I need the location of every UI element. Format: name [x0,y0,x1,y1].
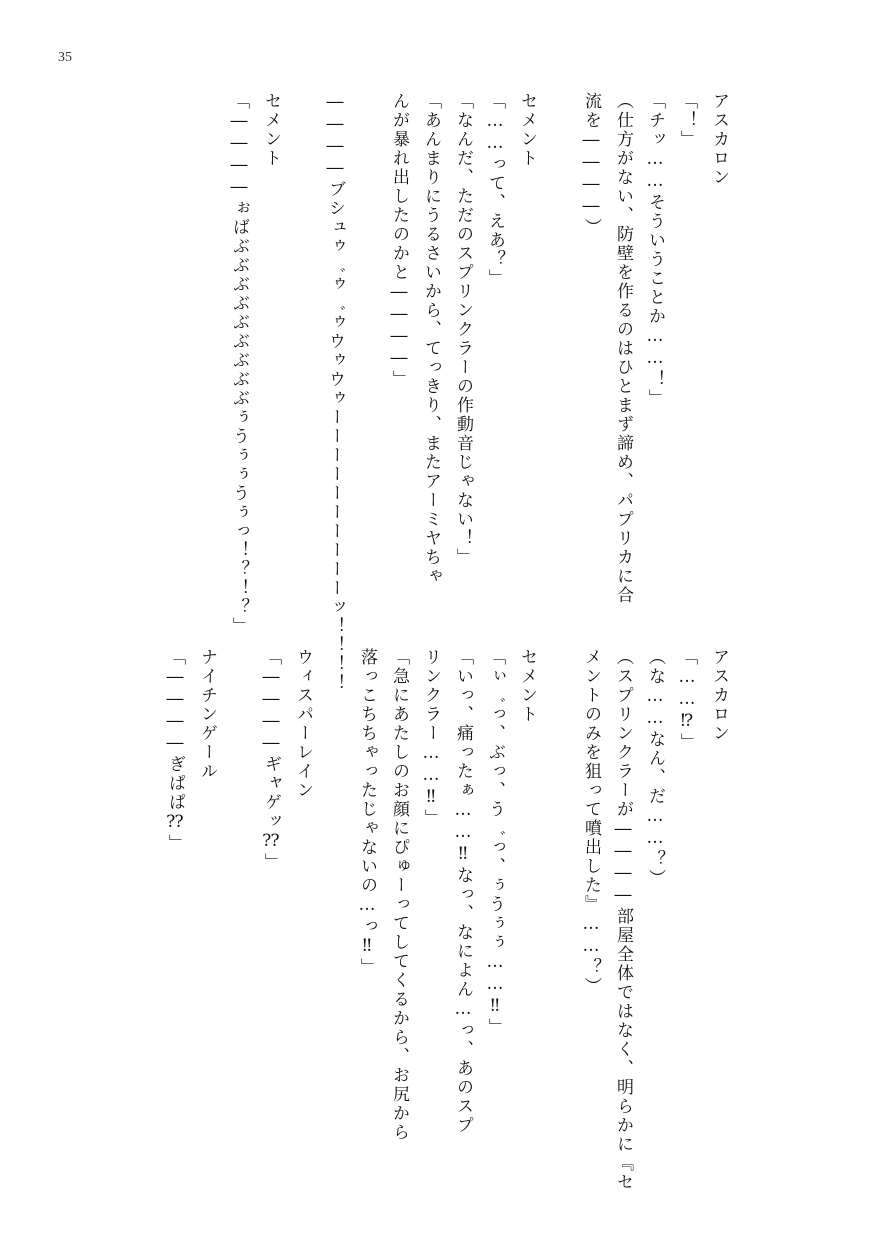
text-line: 「チッ……そういうことか……！」 [645,92,665,408]
text-line: （仕方がない、防壁を作るのはひとまず諦め、パプリカに合 [613,92,633,605]
text-line: セメント [517,92,537,168]
text-line: んが暴れ出したのかと――――」 [389,92,409,389]
text-line: 「……⁉」 [677,648,697,752]
text-line: ナイチンゲール [197,648,217,781]
text-line: メントのみを狙って噴出した』……？） [581,648,601,996]
text-line: セメント [261,92,281,168]
text-line: セメント [517,648,537,724]
text-line: 「！」 [677,92,697,149]
text-line: 「あんまりにうるさいから、てっきり、またアーミヤちゃ [421,92,441,586]
text-line: ――――ブシュゥ゛ゥ゛ゥウゥウゥーーーーーーーーーーッ！！！！ [325,92,345,693]
text-line: アスカロン [709,92,729,187]
text-line: 「――――ギャゲッ⁇」 [261,648,281,872]
text-line: 「――――ぎぱぱ⁇」 [165,648,185,853]
text-line: 「なんだ、ただのスプリンクラーの作動音じゃない！」 [453,92,473,567]
text-line: 「ぃ゛っ、ぶっ、う゛っ、ぅうぅぅ……‼」 [485,648,505,1037]
text-line: ウィスパーレイン [293,648,313,800]
text-line: 「いっ、痛ったぁ……‼なっ、なによん…っ、あのスプ [453,648,473,1135]
text-line: アスカロン [709,648,729,743]
top-text-block [223,92,735,693]
text-line: （スプリンクラーが――――部屋全体ではなく、明らかに『セ [613,648,633,1192]
bottom-text-block [159,648,735,1192]
text-line: 「急にあたしのお顔にぴゅーってしてくるから、お尻から [389,648,409,1142]
text-line: 落っこちちゃったじゃないの…っ‼」 [357,648,377,977]
text-line: 流を――――） [581,92,601,237]
text-line: リンクラー……‼」 [421,648,441,828]
text-line: （な……なん、だ……？） [645,648,665,888]
text-line: 「……って、えあ？」 [485,92,505,288]
text-line: 「――――ぉばぶぶぶぶぶぶぶぶぶぅうぅぅうぅっ！？！？」 [229,92,249,636]
page-number: 35 [58,50,72,65]
